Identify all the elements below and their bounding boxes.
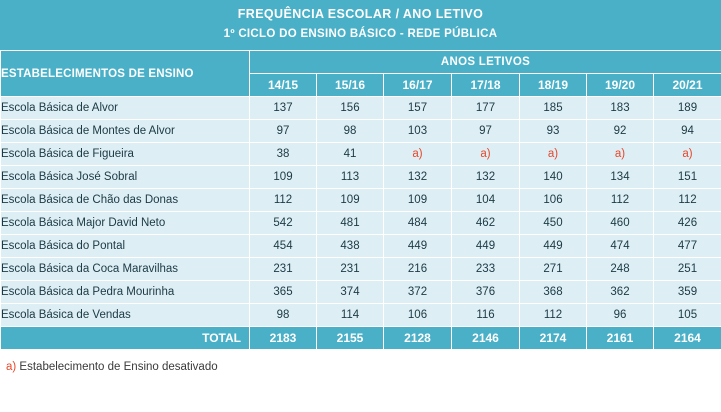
table-total-row: [1, 327, 721, 350]
table-row: [1, 120, 721, 143]
school-name-cell: Escola Básica da Pedra Mourinha: [1, 281, 250, 304]
total-value-cell: 2161: [587, 327, 654, 350]
column-header-year-2021: 20/21: [654, 74, 721, 97]
total-value-cell: 2164: [654, 327, 721, 350]
value-cell: 449: [452, 235, 520, 258]
table-row: [1, 143, 721, 166]
value-cell: 104: [452, 189, 520, 212]
value-cell: 189: [654, 97, 721, 120]
value-cell: 41: [317, 143, 384, 166]
value-cell: 185: [520, 97, 587, 120]
value-cell: 94: [654, 120, 721, 143]
value-cell: 177: [452, 97, 520, 120]
school-name-cell: Escola Básica José Sobral: [1, 166, 250, 189]
value-cell: 362: [587, 281, 654, 304]
total-label: TOTAL: [1, 327, 250, 350]
value-cell: 216: [384, 258, 452, 281]
value-cell: 454: [250, 235, 317, 258]
value-cell: 484: [384, 212, 452, 235]
table-row: [1, 304, 721, 327]
table-body: [1, 97, 721, 350]
value-cell: 271: [520, 258, 587, 281]
column-header-year-1516: 15/16: [317, 74, 384, 97]
value-cell: 96: [587, 304, 654, 327]
table-row: [1, 212, 721, 235]
value-cell: 450: [520, 212, 587, 235]
value-cell: 231: [317, 258, 384, 281]
value-cell: 231: [250, 258, 317, 281]
value-cell: 106: [520, 189, 587, 212]
footnote-text: Estabelecimento de Ensino desativado: [16, 361, 218, 373]
footnote-marker: a): [6, 361, 17, 373]
value-cell: 38: [250, 143, 317, 166]
value-cell-inactive: a): [520, 143, 587, 166]
column-header-year-1819: 18/19: [520, 74, 587, 97]
value-cell: 116: [452, 304, 520, 327]
value-cell: 113: [317, 166, 384, 189]
column-header-group-years: ANOS LETIVOS: [250, 51, 721, 74]
school-name-cell: Escola Básica do Pontal: [1, 235, 250, 258]
value-cell: 137: [250, 97, 317, 120]
value-cell: 140: [520, 166, 587, 189]
value-cell: 449: [520, 235, 587, 258]
value-cell-inactive: a): [654, 143, 721, 166]
school-name-cell: Escola Básica de Vendas: [1, 304, 250, 327]
value-cell: 374: [317, 281, 384, 304]
school-name-cell: Escola Básica de Alvor: [1, 97, 250, 120]
value-cell: 477: [654, 235, 721, 258]
value-cell: 151: [654, 166, 721, 189]
value-cell: 368: [520, 281, 587, 304]
school-name-cell: Escola Básica Major David Neto: [1, 212, 250, 235]
value-cell: 105: [654, 304, 721, 327]
column-header-year-1415: 14/15: [250, 74, 317, 97]
value-cell: 449: [384, 235, 452, 258]
total-value-cell: 2155: [317, 327, 384, 350]
document-title-block: [0, 0, 721, 50]
column-header-year-1617: 16/17: [384, 74, 452, 97]
value-cell: 103: [384, 120, 452, 143]
value-cell: 92: [587, 120, 654, 143]
value-cell: 134: [587, 166, 654, 189]
value-cell: 114: [317, 304, 384, 327]
total-value-cell: 2146: [452, 327, 520, 350]
value-cell: 359: [654, 281, 721, 304]
value-cell: 474: [587, 235, 654, 258]
table-head: [1, 51, 721, 97]
value-cell: 248: [587, 258, 654, 281]
value-cell-inactive: a): [587, 143, 654, 166]
footnote: [0, 361, 721, 373]
table-row: [1, 189, 721, 212]
value-cell: 106: [384, 304, 452, 327]
value-cell: 233: [452, 258, 520, 281]
value-cell: 372: [384, 281, 452, 304]
value-cell: 97: [250, 120, 317, 143]
value-cell: 365: [250, 281, 317, 304]
value-cell: 156: [317, 97, 384, 120]
value-cell: 98: [250, 304, 317, 327]
table-row: [1, 258, 721, 281]
value-cell: 132: [452, 166, 520, 189]
value-cell: 93: [520, 120, 587, 143]
value-cell: 438: [317, 235, 384, 258]
value-cell: 97: [452, 120, 520, 143]
value-cell: 109: [317, 189, 384, 212]
table-row: [1, 97, 721, 120]
value-cell-inactive: a): [384, 143, 452, 166]
column-header-year-1718: 17/18: [452, 74, 520, 97]
school-name-cell: Escola Básica de Figueira: [1, 143, 250, 166]
value-cell: 251: [654, 258, 721, 281]
total-value-cell: 2183: [250, 327, 317, 350]
column-header-establishments: ESTABELECIMENTOS DE ENSINO: [1, 51, 250, 97]
value-cell: 109: [250, 166, 317, 189]
value-cell: 542: [250, 212, 317, 235]
value-cell: 426: [654, 212, 721, 235]
value-cell-inactive: a): [452, 143, 520, 166]
value-cell: 109: [384, 189, 452, 212]
value-cell: 98: [317, 120, 384, 143]
school-name-cell: Escola Básica de Chão das Donas: [1, 189, 250, 212]
value-cell: 481: [317, 212, 384, 235]
total-value-cell: 2128: [384, 327, 452, 350]
page-subtitle: 1º CICLO DO ENSINO BÁSICO - REDE PÚBLICA: [223, 28, 498, 40]
value-cell: 112: [587, 189, 654, 212]
table-row: [1, 166, 721, 189]
value-cell: 112: [520, 304, 587, 327]
table-header-row-top: [1, 51, 721, 74]
value-cell: 183: [587, 97, 654, 120]
total-value-cell: 2174: [520, 327, 587, 350]
page-title: FREQUÊNCIA ESCOLAR / ANO LETIVO: [237, 7, 484, 21]
value-cell: 460: [587, 212, 654, 235]
enrollment-table: [0, 50, 721, 350]
table-row: [1, 281, 721, 304]
column-header-year-1920: 19/20: [587, 74, 654, 97]
table-row: [1, 235, 721, 258]
value-cell: 462: [452, 212, 520, 235]
school-name-cell: Escola Básica de Montes de Alvor: [1, 120, 250, 143]
value-cell: 112: [250, 189, 317, 212]
value-cell: 132: [384, 166, 452, 189]
school-name-cell: Escola Básica da Coca Maravilhas: [1, 258, 250, 281]
value-cell: 112: [654, 189, 721, 212]
value-cell: 376: [452, 281, 520, 304]
value-cell: 157: [384, 97, 452, 120]
